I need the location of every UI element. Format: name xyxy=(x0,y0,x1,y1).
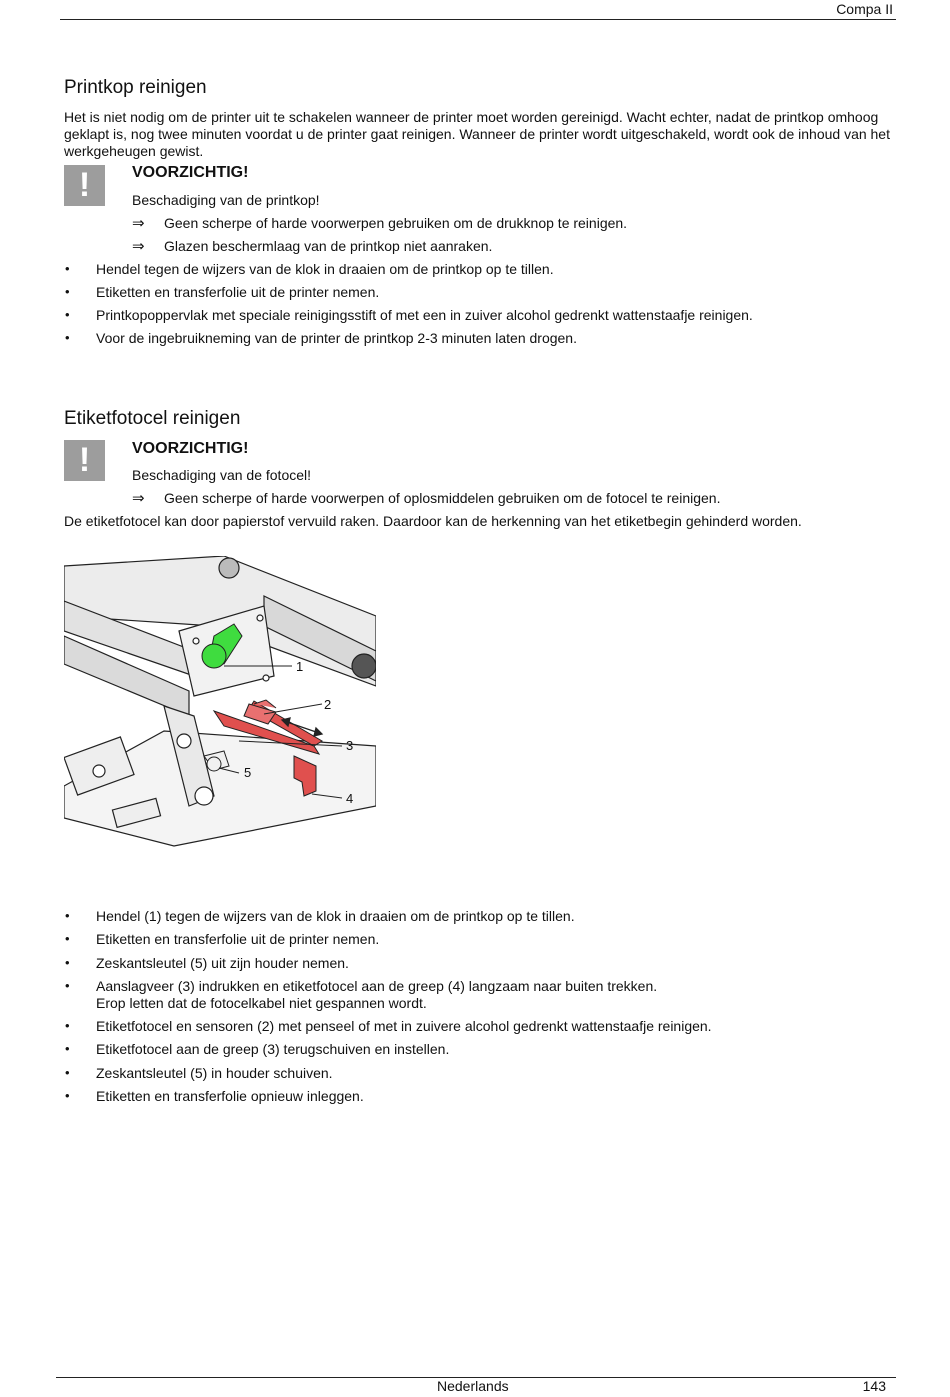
bullet-icon: • xyxy=(65,908,70,923)
bullet-icon: • xyxy=(65,1088,70,1103)
list-item xyxy=(65,1088,364,1104)
printer-mechanism-illustration xyxy=(64,556,376,868)
bullet-icon: • xyxy=(65,955,70,970)
list-item-text: Etiketfotocel aan de greep (3) terugschuiven en instellen. xyxy=(96,1041,450,1057)
list-item-continuation: Erop letten dat de fotocelkabel niet gespannen wordt. xyxy=(96,995,427,1011)
bullet-icon: • xyxy=(65,1018,70,1033)
list-item xyxy=(65,1041,450,1057)
callout-label: 2 xyxy=(324,697,332,712)
callout-label: 5 xyxy=(244,765,252,780)
bullet-icon: • xyxy=(65,978,70,993)
header-product-name: Compa II xyxy=(836,1,893,17)
list-item-text: Printkopoppervlak met speciale reinigingsstift of met een in zuiver alcohol gedrenkt wattenstaafje reinigen. xyxy=(96,307,753,323)
list-item-text: Zeskantsleutel (5) uit zijn houder nemen. xyxy=(96,955,349,971)
implies-arrow-icon: ⇒ xyxy=(132,490,145,507)
caution-item: Glazen beschermlaag van de printkop niet aanraken. xyxy=(164,238,493,254)
section-title-printkop: Printkop reinigen xyxy=(64,77,207,98)
section-title-etiketfotocel: Etiketfotocel reinigen xyxy=(64,408,241,429)
callout-label: 1 xyxy=(296,659,304,674)
callout-label: 3 xyxy=(346,738,354,753)
bullet-icon: • xyxy=(65,307,70,322)
list-item-text: Hendel (1) tegen de wijzers van de klok in draaien om de printkop op te tillen. xyxy=(96,908,575,924)
list-item xyxy=(65,1065,333,1081)
footer-language: Nederlands xyxy=(437,1378,509,1394)
list-item-text: Etiketten en transferfolie uit de printer nemen. xyxy=(96,931,380,947)
list-item xyxy=(65,955,349,971)
caution-item: Geen scherpe of harde voorwerpen gebruiken om de drukknop te reinigen. xyxy=(164,215,628,231)
callout-label: 4 xyxy=(346,791,354,806)
list-item xyxy=(65,1018,712,1034)
knob xyxy=(219,558,239,578)
caution-text: Beschadiging van de fotocel! xyxy=(132,467,312,483)
list-item xyxy=(65,284,380,300)
header-divider xyxy=(60,19,896,20)
list-item-text: Voor de ingebruikneming van de printer de printkop 2-3 minuten laten drogen. xyxy=(96,330,577,346)
bullet-icon: • xyxy=(65,931,70,946)
bullet-icon: • xyxy=(65,261,70,276)
bullet-icon: • xyxy=(65,284,70,299)
list-item xyxy=(65,978,658,994)
warning-exclamation-icon: ! xyxy=(64,440,105,481)
list-item xyxy=(65,307,753,323)
section2-intro: De etiketfotocel kan door papierstof vervuild raken. Daardoor kan de herkenning van het etiketbegin gehinderd worden. xyxy=(64,513,802,529)
list-item-text: Hendel tegen de wijzers van de klok in draaien om de printkop op te tillen. xyxy=(96,261,554,277)
list-item-text: Etiketten en transferfolie opnieuw inleggen. xyxy=(96,1088,364,1104)
list-item-text: Zeskantsleutel (5) in houder schuiven. xyxy=(96,1065,333,1081)
roller-end xyxy=(352,654,376,678)
bullet-icon: • xyxy=(65,1041,70,1056)
list-item-text: Etiketten en transferfolie uit de printer nemen. xyxy=(96,284,380,300)
caution-item: Geen scherpe of harde voorwerpen of oplosmiddelen gebruiken om de fotocel te reinigen. xyxy=(164,490,721,506)
bullet-icon: • xyxy=(65,330,70,345)
list-item-text: Aanslagveer (3) indrukken en etiketfotocel aan de greep (4) langzaam naar buiten trekken. xyxy=(96,978,658,994)
list-item xyxy=(65,931,380,947)
list-item xyxy=(65,330,577,346)
section1-intro: Het is niet nodig om de printer uit te schakelen wanneer de printer moet worden gereinigd. Wacht echter, nadat de printkop omhoog geklapt is, nog twee minuten voordat u de printer gaat reinigen. Wanneer de printer wordt uitgeschakeld, wordt ook de inhoud van het werkgeheugen gewist. xyxy=(64,109,890,159)
list-item-text: Etiketfotocel en sensoren (2) met penseel of met in zuivere alcohol gedrenkt wattenstaafje reinigen. xyxy=(96,1018,712,1034)
list-item xyxy=(65,908,575,924)
bullet-icon: • xyxy=(65,1065,70,1080)
implies-arrow-icon: ⇒ xyxy=(132,215,145,232)
implies-arrow-icon: ⇒ xyxy=(132,238,145,255)
page-number: 143 xyxy=(862,1378,886,1394)
warning-exclamation-icon: ! xyxy=(64,165,105,206)
caution-title: VOORZICHTIG! xyxy=(132,164,249,181)
caution-text: Beschadiging van de printkop! xyxy=(132,192,320,208)
caution-title: VOORZICHTIG! xyxy=(132,440,249,457)
list-item xyxy=(65,261,554,277)
